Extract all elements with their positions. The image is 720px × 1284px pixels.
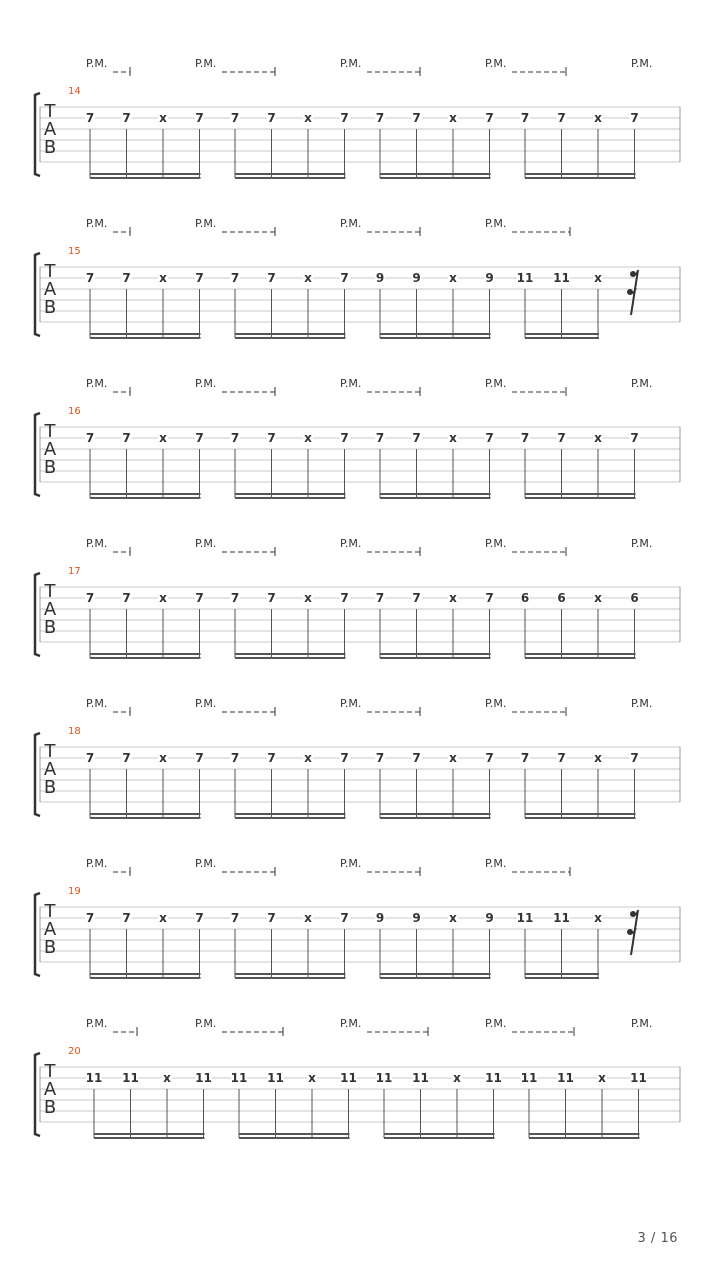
palm-mute-label: P.M. [631, 57, 653, 70]
sixteenth-rest-icon [627, 270, 638, 315]
system-bracket [35, 1053, 40, 1136]
tab-clef-letter: A [43, 119, 57, 140]
tab-clef-letter: A [43, 599, 57, 620]
fret-number: 7 [230, 591, 240, 605]
tab-clef-letter: B [43, 297, 57, 318]
fret-number: x [304, 911, 312, 925]
palm-mute-label: P.M. [195, 377, 217, 390]
beam-primary [235, 973, 346, 975]
beam-secondary [380, 177, 491, 179]
palm-mute-label: P.M. [195, 217, 217, 230]
tab-system [35, 537, 680, 659]
beam-secondary [235, 657, 346, 659]
fret-number: 7 [122, 111, 131, 125]
palm-mute-label: P.M. [195, 857, 217, 870]
beam-secondary [90, 337, 201, 339]
tab-clef-letter: A [43, 759, 57, 780]
fret-number: 7 [375, 431, 385, 445]
tab-system [35, 57, 680, 179]
fret-number: 7 [85, 431, 95, 445]
fret-number: x [449, 111, 457, 125]
beam-primary [239, 1133, 350, 1135]
palm-mute-label: P.M. [86, 57, 108, 70]
tab-clef-letter: B [43, 457, 57, 478]
palm-mute-label: P.M. [631, 1017, 653, 1030]
fret-number: 7 [485, 431, 494, 445]
beam-secondary [384, 1137, 495, 1139]
fret-number: x [308, 1071, 316, 1085]
beam-primary [90, 333, 201, 335]
palm-mute-label: P.M. [340, 857, 362, 870]
beam-secondary [94, 1137, 205, 1139]
fret-number: 7 [85, 911, 95, 925]
fret-number: 7 [267, 911, 276, 925]
beam-primary [90, 653, 201, 655]
beam-primary [380, 333, 491, 335]
palm-mute-label: P.M. [340, 537, 362, 550]
fret-number: x [159, 111, 167, 125]
measure-number: 18 [68, 726, 81, 737]
palm-mute-label: P.M. [86, 857, 108, 870]
fret-number: 7 [340, 111, 349, 125]
fret-number: 7 [520, 431, 530, 445]
palm-mute-label: P.M. [340, 217, 362, 230]
tab-clef-letter: B [43, 617, 57, 638]
system-bracket [35, 573, 40, 656]
system-bracket [35, 253, 40, 336]
beam-primary [525, 493, 636, 495]
fret-number: 7 [340, 911, 349, 925]
measure-number: 16 [68, 406, 81, 417]
fret-number: x [304, 591, 312, 605]
fret-number: x [449, 751, 457, 765]
fret-number: 11 [485, 1071, 502, 1085]
fret-number: 7 [122, 911, 131, 925]
tab-system [35, 857, 680, 979]
beam-secondary [525, 177, 636, 179]
fret-number: 6 [557, 591, 566, 605]
fret-number: 7 [122, 271, 131, 285]
fret-number: 7 [520, 751, 530, 765]
sixteenth-rest-icon [627, 910, 638, 955]
fret-number: 11 [553, 911, 570, 925]
fret-number: 7 [195, 751, 204, 765]
fret-number: 9 [485, 271, 494, 285]
fret-number: 7 [375, 751, 385, 765]
fret-number: x [159, 911, 167, 925]
beam-secondary [90, 977, 201, 979]
system-bracket [35, 893, 40, 976]
beam-primary [380, 813, 491, 815]
tab-system [35, 377, 680, 499]
fret-number: 7 [630, 431, 639, 445]
fret-number: 7 [195, 111, 204, 125]
fret-number: 7 [340, 591, 349, 605]
beam-secondary [525, 497, 636, 499]
fret-number: x [594, 911, 602, 925]
beam-primary [525, 653, 636, 655]
tab-clef-letter: T [44, 581, 56, 602]
beam-secondary [90, 497, 201, 499]
beam-primary [525, 333, 599, 335]
beam-primary [94, 1133, 205, 1135]
beam-secondary [235, 817, 346, 819]
palm-mute-label: P.M. [340, 1017, 362, 1030]
beam-secondary [235, 177, 346, 179]
palm-mute-label: P.M. [86, 537, 108, 550]
fret-number: 11 [516, 911, 534, 925]
fret-number: x [594, 111, 602, 125]
palm-mute-label: P.M. [340, 57, 362, 70]
palm-mute-label: P.M. [485, 857, 507, 870]
fret-number: 7 [557, 751, 566, 765]
fret-number: 9 [412, 911, 421, 925]
fret-number: x [163, 1071, 171, 1085]
tab-system [35, 1017, 680, 1139]
fret-number: 7 [485, 591, 494, 605]
fret-number: 7 [412, 751, 421, 765]
fret-number: 9 [375, 271, 385, 285]
fret-number: x [449, 431, 457, 445]
fret-number: x [449, 591, 457, 605]
beam-secondary [235, 497, 346, 499]
fret-number: 7 [267, 111, 276, 125]
fret-number: 9 [485, 911, 494, 925]
tab-clef-letter: T [44, 261, 56, 282]
palm-mute-label: P.M. [86, 697, 108, 710]
fret-number: x [598, 1071, 606, 1085]
tab-clef-letter: B [43, 937, 57, 958]
fret-number: 11 [340, 1071, 357, 1085]
beam-secondary [525, 817, 636, 819]
fret-number: 7 [85, 111, 95, 125]
palm-mute-label: P.M. [485, 1017, 507, 1030]
fret-number: 11 [412, 1071, 429, 1085]
tab-clef-letter: T [44, 741, 56, 762]
tab-clef-letter: B [43, 1097, 57, 1118]
fret-number: 7 [230, 911, 240, 925]
fret-number: x [594, 591, 602, 605]
fret-number: x [159, 271, 167, 285]
beam-primary [380, 173, 491, 175]
fret-number: 6 [630, 591, 639, 605]
fret-number: x [594, 271, 602, 285]
page-number: 3 / 16 [637, 1231, 678, 1246]
tab-system [35, 697, 680, 819]
beam-primary [235, 653, 346, 655]
fret-number: 7 [267, 271, 276, 285]
beam-secondary [529, 1137, 640, 1139]
beam-primary [529, 1133, 640, 1135]
tab-clef-letter: T [44, 1061, 56, 1082]
palm-mute-label: P.M. [485, 57, 507, 70]
tab-clef-letter: T [44, 901, 56, 922]
fret-number: 7 [340, 431, 349, 445]
beam-secondary [380, 337, 491, 339]
tab-clef-letter: T [44, 101, 56, 122]
fret-number: 7 [122, 751, 131, 765]
tab-clef-letter: B [43, 137, 57, 158]
measure-number: 14 [68, 86, 81, 97]
system-bracket [35, 733, 40, 816]
beam-primary [90, 973, 201, 975]
fret-number: 11 [630, 1071, 647, 1085]
fret-number: 11 [516, 271, 534, 285]
palm-mute-label: P.M. [195, 697, 217, 710]
beam-primary [90, 173, 201, 175]
fret-number: 7 [230, 751, 240, 765]
beam-secondary [235, 337, 346, 339]
palm-mute-label: P.M. [195, 1017, 217, 1030]
fret-number: 11 [267, 1071, 284, 1085]
beam-secondary [90, 657, 201, 659]
fret-number: 7 [485, 111, 494, 125]
measure-number: 19 [68, 886, 81, 897]
beam-secondary [525, 337, 599, 339]
palm-mute-label: P.M. [485, 217, 507, 230]
fret-number: 7 [122, 431, 131, 445]
beam-primary [90, 813, 201, 815]
tab-clef-letter: A [43, 279, 57, 300]
fret-number: 11 [557, 1071, 574, 1085]
fret-number: 7 [85, 591, 95, 605]
fret-number: x [594, 431, 602, 445]
fret-number: 7 [122, 591, 131, 605]
beam-secondary [380, 977, 491, 979]
measure-number: 17 [68, 566, 81, 577]
palm-mute-label: P.M. [485, 537, 507, 550]
fret-number: 7 [375, 591, 385, 605]
beam-primary [525, 973, 599, 975]
fret-number: x [304, 431, 312, 445]
palm-mute-label: P.M. [86, 217, 108, 230]
fret-number: x [594, 751, 602, 765]
system-bracket [35, 93, 40, 176]
fret-number: x [453, 1071, 461, 1085]
beam-primary [235, 813, 346, 815]
fret-number: 7 [340, 751, 349, 765]
fret-number: 7 [195, 431, 204, 445]
beam-primary [380, 653, 491, 655]
fret-number: 7 [230, 271, 240, 285]
tab-clef-letter: A [43, 439, 57, 460]
fret-number: x [304, 271, 312, 285]
palm-mute-label: P.M. [631, 697, 653, 710]
measure-number: 20 [68, 1046, 81, 1057]
beam-primary [90, 493, 201, 495]
fret-number: 11 [122, 1071, 139, 1085]
tab-clef-letter: T [44, 421, 56, 442]
beam-secondary [90, 817, 201, 819]
fret-number: 7 [630, 111, 639, 125]
measure-number: 15 [68, 246, 81, 257]
fret-number: 7 [485, 751, 494, 765]
fret-number: 7 [195, 591, 204, 605]
fret-number: 7 [412, 431, 421, 445]
palm-mute-label: P.M. [195, 537, 217, 550]
beam-secondary [235, 977, 346, 979]
fret-number: 7 [375, 111, 385, 125]
fret-number: 7 [230, 431, 240, 445]
fret-number: x [159, 431, 167, 445]
fret-number: x [449, 271, 457, 285]
beam-primary [525, 173, 636, 175]
fret-number: 9 [412, 271, 421, 285]
beam-secondary [380, 657, 491, 659]
beam-secondary [239, 1137, 350, 1139]
fret-number: 7 [230, 111, 240, 125]
fret-number: 7 [195, 271, 204, 285]
beam-primary [380, 493, 491, 495]
tab-system [35, 217, 680, 339]
fret-number: 7 [267, 431, 276, 445]
beam-secondary [380, 497, 491, 499]
fret-number: 7 [195, 911, 204, 925]
fret-number: 11 [85, 1071, 103, 1085]
fret-number: 6 [520, 591, 530, 605]
tab-clef-letter: A [43, 1079, 57, 1100]
fret-number: x [304, 111, 312, 125]
fret-number: 7 [267, 751, 276, 765]
palm-mute-label: P.M. [86, 377, 108, 390]
system-bracket [35, 413, 40, 496]
fret-number: 7 [267, 591, 276, 605]
palm-mute-label: P.M. [195, 57, 217, 70]
fret-number: 7 [85, 271, 95, 285]
fret-number: 9 [375, 911, 385, 925]
fret-number: 7 [630, 751, 639, 765]
palm-mute-label: P.M. [340, 697, 362, 710]
tab-clef-letter: B [43, 777, 57, 798]
fret-number: 7 [557, 111, 566, 125]
palm-mute-label: P.M. [485, 377, 507, 390]
palm-mute-label: P.M. [631, 377, 653, 390]
beam-secondary [525, 657, 636, 659]
beam-primary [235, 493, 346, 495]
fret-number: x [449, 911, 457, 925]
fret-number: 7 [412, 591, 421, 605]
fret-number: x [159, 751, 167, 765]
fret-number: 7 [85, 751, 95, 765]
fret-number: x [304, 751, 312, 765]
beam-primary [235, 333, 346, 335]
palm-mute-label: P.M. [485, 697, 507, 710]
palm-mute-label: P.M. [86, 1017, 108, 1030]
beam-secondary [525, 977, 599, 979]
fret-number: 11 [230, 1071, 248, 1085]
palm-mute-label: P.M. [340, 377, 362, 390]
beam-secondary [90, 177, 201, 179]
beam-primary [380, 973, 491, 975]
palm-mute-label: P.M. [631, 537, 653, 550]
beam-secondary [380, 817, 491, 819]
beam-primary [384, 1133, 495, 1135]
fret-number: 7 [340, 271, 349, 285]
fret-number: 11 [553, 271, 570, 285]
fret-number: 11 [375, 1071, 393, 1085]
fret-number: 7 [412, 111, 421, 125]
beam-primary [235, 173, 346, 175]
beam-primary [525, 813, 636, 815]
fret-number: 7 [557, 431, 566, 445]
fret-number: 11 [520, 1071, 538, 1085]
fret-number: 11 [195, 1071, 212, 1085]
fret-number: x [159, 591, 167, 605]
fret-number: 7 [520, 111, 530, 125]
tab-clef-letter: A [43, 919, 57, 940]
